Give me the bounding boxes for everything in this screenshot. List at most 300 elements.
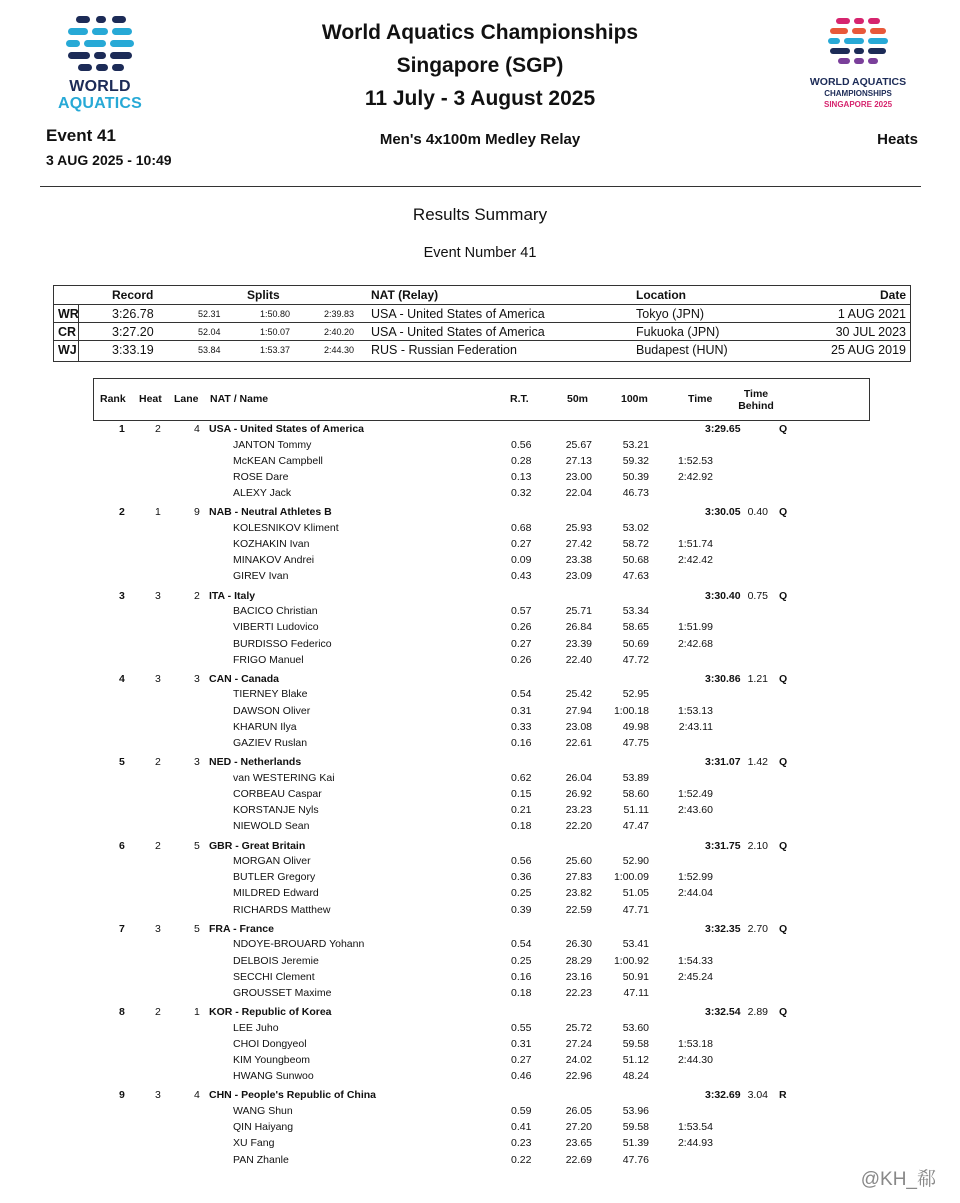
swimmer-reaction-time: 0.27 — [511, 538, 532, 550]
swimmer-50m: 26.30 — [565, 938, 592, 951]
swimmer-cumulative: 1:53.54 — [677, 1121, 713, 1134]
world-aquatics-logo — [44, 16, 156, 116]
col-time: Time — [688, 393, 713, 405]
swimmer-reaction-time: 0.18 — [511, 820, 532, 833]
swimmer-row — [93, 854, 868, 870]
swimmer-row — [93, 1120, 868, 1136]
swimmer-reaction-time: 0.21 — [511, 804, 532, 817]
swimmer-reaction-time: 0.25 — [511, 887, 532, 900]
championship-dots-icon — [828, 18, 888, 70]
swimmer-reaction-time: 0.43 — [511, 570, 532, 583]
col-rank: Rank — [100, 393, 126, 405]
swimmer-name: GROUSSET Maxime — [233, 986, 332, 999]
header-divider — [40, 186, 921, 187]
championships-logo-line-2: CHAMPIONSHIPS — [824, 89, 892, 98]
swimmer-cumulative: 2:42.42 — [677, 554, 713, 567]
team-rank: 7 — [119, 922, 125, 935]
swimmer-name: FRIGO Manuel — [233, 653, 304, 666]
swimmer-reaction-time: 0.15 — [511, 787, 532, 800]
swimmer-50m: 26.92 — [565, 787, 592, 800]
swimmer-100m: 51.39 — [622, 1137, 649, 1150]
record-code: WR — [58, 307, 79, 321]
swimmer-reaction-time: 0.41 — [511, 1121, 532, 1134]
event-label: Event 41 — [46, 126, 116, 145]
swimmer-name: KIM Youngbeom — [233, 1054, 311, 1066]
swimmer-100m: 51.11 — [623, 804, 649, 817]
swimmer-100m: 53.21 — [622, 438, 649, 451]
swimmer-name: VIBERTI Ludovico — [233, 621, 319, 634]
swimmer-100m: 47.72 — [622, 653, 649, 666]
team-time: 3:32.35 — [705, 922, 741, 935]
swimmer-reaction-time: 0.27 — [511, 1054, 532, 1066]
swimmer-name: WANG Shun — [233, 1104, 293, 1117]
record-time: 3:33.19 — [112, 343, 154, 357]
team-rank: 2 — [119, 506, 125, 519]
record-s2: 1:50.80 — [260, 309, 291, 319]
swimmer-reaction-time: 0.33 — [511, 720, 532, 733]
record-s3: 2:44.30 — [324, 345, 355, 355]
swimmer-reaction-time: 0.22 — [511, 1153, 532, 1166]
swimmer-name: PAN Zhanle — [233, 1153, 289, 1166]
team-time: 3:31.75 — [705, 839, 741, 852]
col-time-behind-line1: Time — [743, 388, 769, 400]
team-heat: 2 — [155, 839, 161, 852]
team-qualification: Q — [779, 506, 788, 519]
swimmer-name: XU Fang — [233, 1137, 275, 1150]
team-time: 3:30.40 — [705, 589, 741, 602]
swimmer-cumulative: 1:52.53 — [677, 454, 713, 467]
record-nat: USA - United States of America — [371, 307, 545, 321]
swimmer-name: GIREV Ivan — [233, 570, 289, 583]
swimmer-100m: 58.65 — [622, 621, 649, 634]
team-time-behind: 0.75 — [747, 589, 768, 602]
swimmer-100m: 50.69 — [622, 637, 649, 650]
swimmer-100m: 48.24 — [622, 1070, 649, 1083]
records-header-location: Location — [636, 288, 686, 302]
swimmer-row — [93, 903, 868, 919]
swimmer-100m: 58.72 — [622, 538, 649, 550]
record-date: 30 JUL 2023 — [835, 325, 906, 339]
swimmer-100m: 53.41 — [622, 938, 649, 951]
record-s1: 52.04 — [198, 327, 221, 337]
record-location: Fukuoka (JPN) — [636, 325, 720, 339]
event-number: Event Number 41 — [423, 245, 537, 261]
team-time: 3:32.54 — [705, 1006, 741, 1019]
swimmer-row — [93, 1136, 868, 1152]
swimmer-50m: 22.61 — [565, 737, 592, 749]
record-location: Budapest (HUN) — [636, 343, 728, 357]
record-s3: 2:40.20 — [324, 327, 355, 337]
swimmer-name: KOZHAKIN Ivan — [233, 538, 310, 550]
swimmer-reaction-time: 0.54 — [511, 688, 532, 701]
swimmer-row — [93, 454, 868, 470]
swimmer-reaction-time: 0.54 — [511, 938, 532, 951]
team-row — [93, 505, 868, 521]
team-rank: 4 — [119, 672, 125, 685]
team-rank: 1 — [119, 423, 125, 435]
swimmer-cumulative: 2:42.68 — [677, 637, 713, 650]
records-table — [53, 285, 911, 362]
team-qualification: Q — [779, 589, 788, 602]
team-heat: 2 — [155, 423, 161, 435]
swimmer-row — [93, 954, 868, 970]
swimmer-100m: 58.60 — [622, 787, 649, 800]
swimmer-50m: 23.65 — [565, 1137, 592, 1150]
swimmer-name: MORGAN Oliver — [233, 855, 311, 867]
record-location: Tokyo (JPN) — [636, 307, 705, 321]
swimmer-name: KOLESNIKOV Kliment — [233, 521, 339, 534]
swimmer-row — [93, 537, 868, 553]
swimmer-100m: 47.11 — [623, 986, 649, 999]
results-summary-title: Results Summary — [412, 205, 548, 224]
swimmer-100m: 59.58 — [622, 1121, 649, 1134]
logo-line-2: AQUATICS — [58, 95, 142, 112]
swimmer-name: McKEAN Campbell — [233, 454, 323, 467]
swimmer-50m: 23.82 — [565, 887, 592, 900]
swimmer-name: NIEWOLD Sean — [233, 820, 310, 833]
swimmer-50m: 22.69 — [565, 1153, 592, 1166]
team-time-behind: 2.89 — [747, 1006, 768, 1019]
championship-title: World Aquatics Championships — [321, 21, 639, 44]
logo-line-1: WORLD — [69, 78, 131, 95]
team-rank: 6 — [119, 839, 125, 852]
record-nat: USA - United States of America — [371, 325, 545, 339]
swimmer-reaction-time: 0.26 — [511, 653, 532, 666]
team-row — [93, 1005, 868, 1021]
swimmer-row — [93, 569, 868, 585]
results-table-header — [93, 378, 870, 421]
team-time-behind: 2.10 — [747, 839, 768, 852]
record-date: 1 AUG 2021 — [837, 307, 906, 321]
event-title: Men's 4x100m Medley Relay — [379, 131, 581, 148]
swimmer-50m: 27.24 — [565, 1037, 592, 1050]
swimmer-100m: 47.63 — [622, 570, 649, 583]
swimmer-50m: 25.60 — [565, 855, 592, 867]
record-code: CR — [58, 325, 77, 339]
swimmer-reaction-time: 0.39 — [511, 903, 532, 916]
record-s2: 1:50.07 — [260, 327, 291, 337]
records-header-splits: Splits — [247, 288, 280, 302]
swimmer-name: ALEXY Jack — [233, 487, 292, 500]
swimmer-cumulative: 1:51.99 — [677, 621, 713, 634]
team-name: USA - United States of America — [209, 423, 365, 435]
swimmer-row — [93, 604, 868, 620]
swimmer-row — [93, 1104, 868, 1120]
team-qualification: Q — [779, 672, 788, 685]
team-heat: 2 — [155, 1006, 161, 1019]
team-qualification: Q — [779, 423, 788, 435]
swimmer-row — [93, 803, 868, 819]
record-time: 3:27.20 — [112, 325, 154, 339]
swimmer-50m: 27.42 — [565, 538, 592, 550]
team-heat: 3 — [155, 672, 161, 685]
col-heat: Heat — [139, 393, 162, 405]
swimmer-row — [93, 1153, 868, 1169]
swimmer-row — [93, 720, 868, 736]
swimmer-100m: 50.91 — [622, 970, 649, 983]
swimmer-reaction-time: 0.56 — [511, 438, 532, 451]
swimmer-name: TIERNEY Blake — [233, 688, 308, 701]
swimmer-100m: 47.75 — [622, 737, 649, 749]
swimmer-50m: 22.04 — [565, 487, 592, 500]
swimmer-cumulative: 2:44.30 — [677, 1054, 713, 1066]
swimmer-50m: 27.13 — [565, 454, 592, 467]
swimmer-50m: 22.23 — [565, 986, 592, 999]
swimmer-row — [93, 486, 868, 502]
swimmer-row — [93, 937, 868, 953]
swimmer-name: BACICO Christian — [233, 605, 318, 618]
swimmer-100m: 46.73 — [622, 487, 649, 500]
swimmer-reaction-time: 0.13 — [511, 470, 532, 483]
swimmer-row — [93, 970, 868, 986]
swimmer-50m: 22.59 — [565, 903, 592, 916]
swimmer-100m: 47.76 — [622, 1153, 649, 1166]
swimmer-100m: 53.60 — [622, 1021, 649, 1034]
swimmer-100m: 1:00.92 — [613, 954, 649, 967]
swimmer-cumulative: 1:53.13 — [677, 704, 713, 717]
swimmer-row — [93, 438, 868, 454]
swimmer-50m: 23.08 — [565, 720, 592, 733]
swimmer-100m: 53.96 — [622, 1104, 649, 1117]
swimmer-100m: 53.02 — [622, 521, 649, 534]
swimmer-50m: 25.72 — [565, 1021, 592, 1034]
team-qualification: Q — [779, 1006, 788, 1019]
swimmer-cumulative: 2:43.11 — [678, 720, 713, 733]
swimmer-100m: 1:00.09 — [613, 871, 649, 884]
team-lane: 4 — [194, 423, 200, 435]
championships-logo-line-3: SINGAPORE 2025 — [823, 100, 893, 109]
swimmer-row — [93, 886, 868, 902]
record-code: WJ — [58, 343, 77, 357]
team-name: CAN - Canada — [209, 672, 280, 685]
swimmer-cumulative: 2:43.60 — [677, 804, 713, 817]
record-s1: 53.84 — [198, 345, 221, 355]
swimmer-row — [93, 1069, 868, 1085]
swimmer-50m: 27.94 — [565, 704, 592, 717]
swimmer-row — [93, 819, 868, 835]
team-time: 3:30.86 — [705, 672, 741, 685]
col-lane: Lane — [174, 393, 199, 405]
swimmer-row — [93, 553, 868, 569]
swimmer-name: CORBEAU Caspar — [233, 787, 322, 800]
col-nat-name: NAT / Name — [210, 393, 269, 405]
team-heat: 1 — [155, 506, 161, 519]
swimmer-name: KORSTANJE Nyls — [233, 804, 319, 817]
record-s1: 52.31 — [198, 309, 221, 319]
swimmer-cumulative: 2:42.92 — [677, 470, 713, 483]
swimmer-row — [93, 620, 868, 636]
team-name: GBR - Great Britain — [209, 839, 306, 852]
swimmer-reaction-time: 0.32 — [511, 487, 532, 500]
swimmer-reaction-time: 0.25 — [511, 954, 532, 967]
swimmer-50m: 27.83 — [565, 871, 592, 884]
swimmer-reaction-time: 0.68 — [511, 521, 532, 534]
team-qualification: Q — [779, 839, 788, 852]
phase-label: Heats — [877, 131, 918, 148]
watermark: @KH_郗 — [860, 1169, 936, 1190]
swimmer-50m: 26.84 — [565, 621, 592, 634]
logo-dots-icon — [66, 16, 136, 74]
team-row — [93, 422, 868, 438]
swimmer-100m: 59.58 — [622, 1037, 649, 1050]
swimmer-50m: 25.42 — [565, 688, 592, 701]
championships-logo — [790, 14, 926, 114]
swimmer-name: DELBOIS Jeremie — [233, 954, 319, 967]
swimmer-50m: 25.67 — [565, 438, 592, 451]
team-row — [93, 839, 868, 855]
swimmer-reaction-time: 0.62 — [511, 771, 532, 784]
swimmer-reaction-time: 0.18 — [511, 986, 532, 999]
swimmer-50m: 24.02 — [565, 1054, 592, 1066]
swimmer-name: BURDISSO Federico — [233, 637, 332, 650]
team-lane: 5 — [194, 839, 200, 852]
team-time-behind: 3.04 — [747, 1089, 768, 1102]
record-row — [54, 322, 910, 341]
team-qualification: R — [779, 1089, 787, 1102]
swimmer-50m: 23.23 — [565, 804, 592, 817]
swimmer-name: van WESTERING Kai — [233, 771, 335, 784]
swimmer-name: KHARUN Ilya — [233, 720, 297, 733]
team-rank: 3 — [119, 589, 125, 602]
swimmer-row — [93, 986, 868, 1002]
team-name: KOR - Republic of Korea — [209, 1006, 332, 1019]
swimmer-50m: 25.71 — [565, 605, 592, 618]
team-lane: 3 — [194, 756, 200, 769]
team-lane: 3 — [194, 672, 200, 685]
swimmer-reaction-time: 0.31 — [511, 704, 532, 717]
team-row — [93, 589, 868, 605]
swimmer-reaction-time: 0.16 — [511, 970, 532, 983]
swimmer-name: GAZIEV Ruslan — [233, 737, 308, 749]
championships-logo-line-1: WORLD AQUATICS — [809, 76, 907, 88]
swimmer-name: SECCHI Clement — [233, 970, 315, 983]
swimmer-cumulative: 1:52.99 — [677, 871, 713, 884]
record-s3: 2:39.83 — [324, 309, 355, 319]
swimmer-100m: 51.05 — [622, 887, 649, 900]
swimmer-reaction-time: 0.31 — [511, 1037, 532, 1050]
records-header-nat: NAT (Relay) — [371, 288, 439, 302]
swimmer-reaction-time: 0.09 — [511, 554, 532, 567]
swimmer-50m: 23.16 — [565, 970, 592, 983]
swimmer-name: QIN Haiyang — [233, 1121, 294, 1134]
swimmer-reaction-time: 0.55 — [511, 1021, 532, 1034]
swimmer-row — [93, 771, 868, 787]
swimmer-100m: 1:00.18 — [613, 704, 649, 717]
team-row — [93, 1088, 868, 1104]
swimmer-cumulative: 1:53.18 — [677, 1037, 713, 1050]
team-name: NAB - Neutral Athletes B — [209, 506, 332, 519]
swimmer-reaction-time: 0.59 — [511, 1104, 532, 1117]
record-time: 3:26.78 — [112, 307, 154, 321]
swimmer-row — [93, 787, 868, 803]
team-qualification: Q — [779, 756, 788, 769]
team-lane: 5 — [194, 922, 200, 935]
swimmer-reaction-time: 0.36 — [511, 871, 532, 884]
swimmer-100m: 51.12 — [622, 1054, 649, 1066]
swimmer-reaction-time: 0.56 — [511, 855, 532, 867]
swimmer-50m: 27.20 — [565, 1121, 592, 1134]
swimmer-reaction-time: 0.57 — [511, 605, 532, 618]
team-rank: 5 — [119, 756, 125, 769]
records-header-date: Date — [879, 288, 906, 302]
col-reaction-time: R.T. — [510, 393, 529, 405]
swimmer-100m: 53.89 — [622, 771, 649, 784]
swimmer-50m: 26.05 — [565, 1104, 592, 1117]
swimmer-name: LEE Juho — [233, 1021, 279, 1034]
swimmer-cumulative: 1:54.33 — [677, 954, 713, 967]
swimmer-100m: 52.90 — [622, 855, 649, 867]
swimmer-row — [93, 1021, 868, 1037]
record-row — [54, 304, 910, 323]
record-date: 25 AUG 2019 — [830, 343, 906, 357]
swimmer-row — [93, 653, 868, 669]
team-lane: 2 — [194, 589, 200, 602]
col-time-behind — [731, 388, 781, 412]
swimmer-cumulative: 1:51.74 — [677, 538, 713, 550]
team-heat: 2 — [155, 756, 161, 769]
swimmer-row — [93, 521, 868, 537]
swimmer-name: BUTLER Gregory — [233, 871, 316, 884]
swimmer-50m: 23.09 — [565, 570, 592, 583]
swimmer-row — [93, 1053, 868, 1069]
swimmer-name: DAWSON Oliver — [233, 704, 311, 717]
swimmer-50m: 23.00 — [565, 470, 592, 483]
swimmer-50m: 26.04 — [565, 771, 592, 784]
swimmer-50m: 22.96 — [565, 1070, 592, 1083]
swimmer-cumulative: 1:52.49 — [677, 787, 713, 800]
swimmer-name: RICHARDS Matthew — [233, 903, 331, 916]
team-time: 3:30.05 — [705, 506, 741, 519]
team-lane: 9 — [194, 506, 200, 519]
team-heat: 3 — [155, 589, 161, 602]
team-lane: 1 — [194, 1006, 200, 1019]
event-datetime: 3 AUG 2025 - 10:49 — [46, 152, 172, 168]
team-heat: 3 — [155, 1089, 161, 1102]
swimmer-50m: 23.38 — [565, 554, 592, 567]
swimmer-100m: 49.98 — [622, 720, 649, 733]
col-50m: 50m — [567, 393, 589, 405]
swimmer-name: CHOI Dongyeol — [233, 1037, 307, 1050]
swimmer-reaction-time: 0.23 — [511, 1137, 532, 1150]
swimmer-name: MINAKOV Andrei — [233, 554, 315, 567]
swimmer-50m: 23.39 — [565, 637, 592, 650]
record-row — [54, 340, 910, 359]
swimmer-100m: 50.39 — [622, 470, 649, 483]
team-name: FRA - France — [209, 922, 274, 935]
swimmer-name: MILDRED Edward — [233, 887, 319, 900]
swimmer-reaction-time: 0.28 — [511, 454, 532, 467]
swimmer-name: NDOYE-BROUARD Yohann — [233, 938, 365, 951]
swimmer-row — [93, 470, 868, 486]
record-s2: 1:53.37 — [260, 345, 291, 355]
record-nat: RUS - Russian Federation — [371, 343, 517, 357]
team-heat: 3 — [155, 922, 161, 935]
swimmer-100m: 50.68 — [622, 554, 649, 567]
swimmer-row — [93, 870, 868, 886]
championship-dates: 11 July - 3 August 2025 — [364, 87, 596, 110]
title-block — [260, 16, 700, 115]
swimmer-row — [93, 736, 868, 752]
swimmer-50m: 22.40 — [565, 653, 592, 666]
swimmer-50m: 28.29 — [565, 954, 592, 967]
swimmer-cumulative: 2:44.04 — [677, 887, 713, 900]
swimmer-name: JANTON Tommy — [233, 438, 312, 451]
team-row — [93, 922, 868, 938]
swimmer-cumulative: 2:44.93 — [677, 1137, 713, 1150]
team-time: 3:31.07 — [705, 756, 741, 769]
championship-location: Singapore (SGP) — [396, 54, 564, 77]
team-row — [93, 755, 868, 771]
